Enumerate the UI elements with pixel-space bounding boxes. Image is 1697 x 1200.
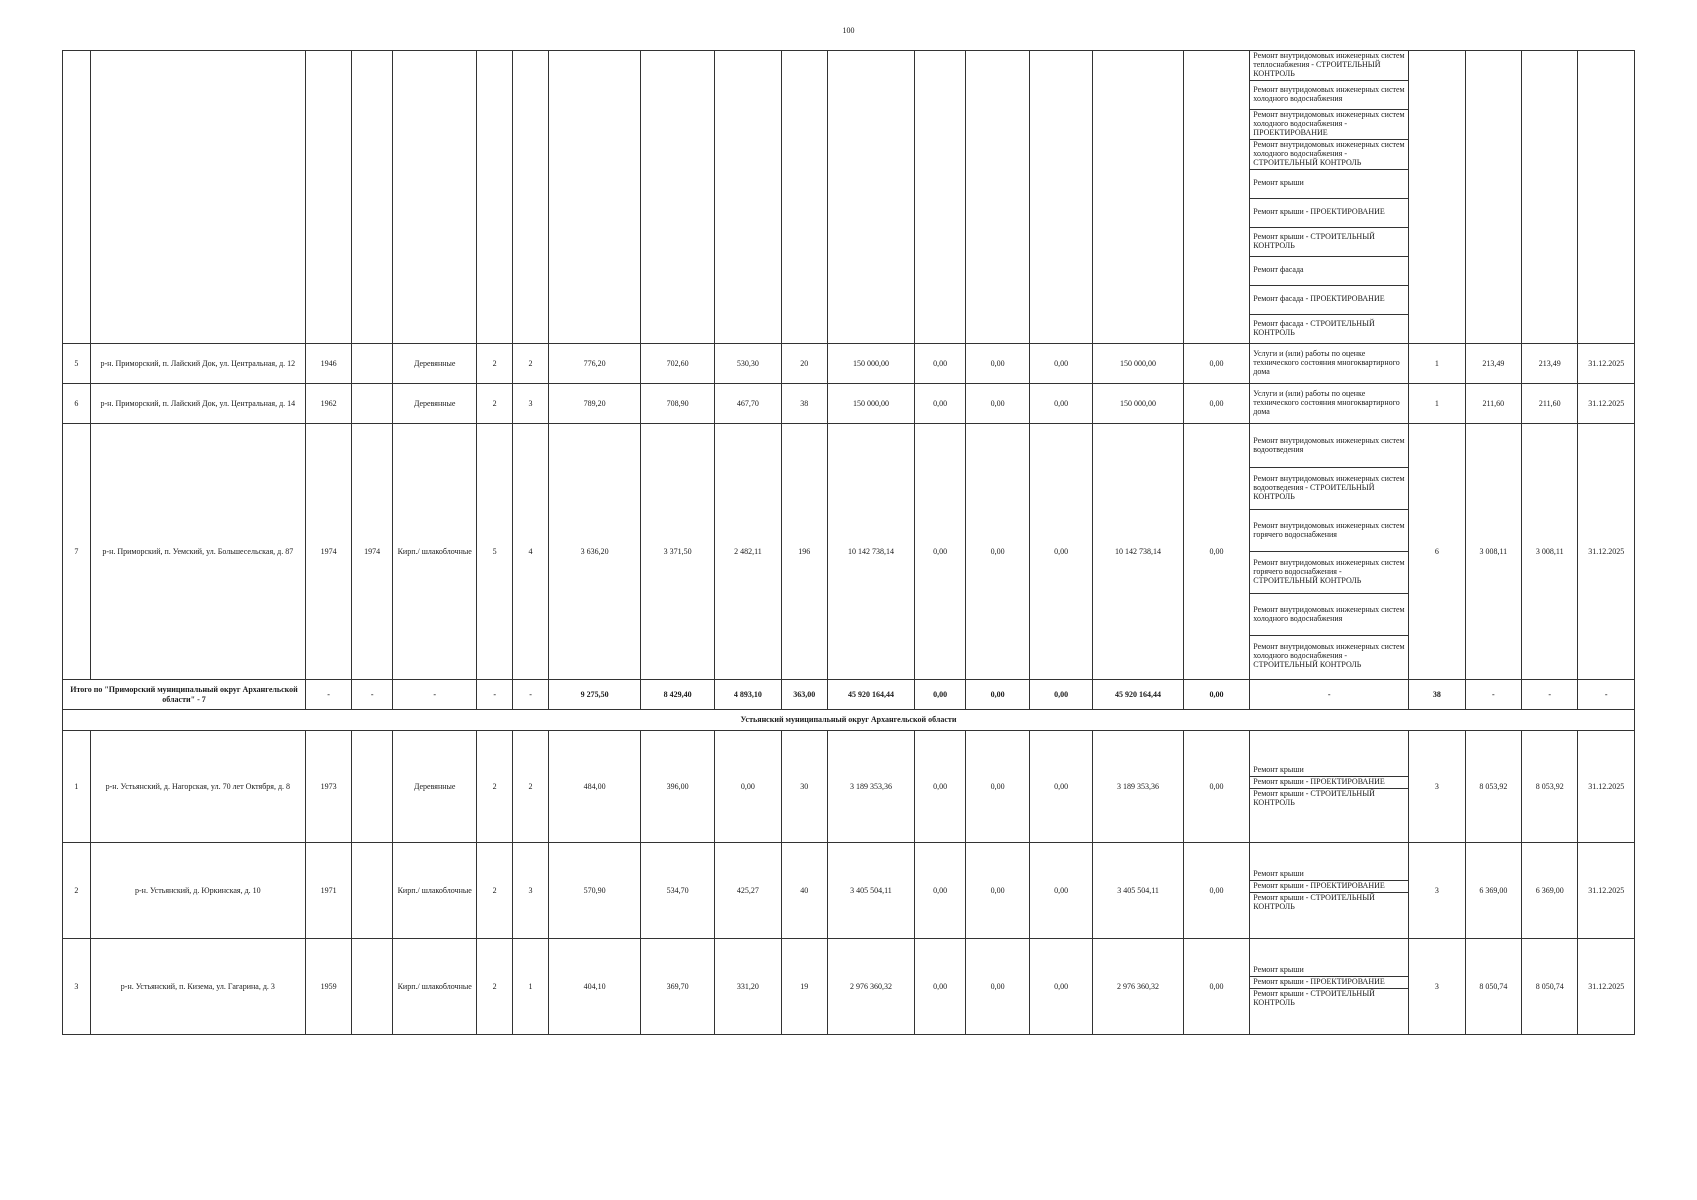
cell-max-cost: 8 053,92 <box>1522 731 1578 843</box>
cell-budget-region: 0,00 <box>966 843 1030 939</box>
cell-other: 0,00 <box>1183 731 1250 843</box>
cell-budget-local: 0,00 <box>1029 384 1093 424</box>
total-deadline: - <box>1578 680 1635 710</box>
cell-budget-region: 0,00 <box>966 384 1030 424</box>
cell-owners: 10 142 738,14 <box>1093 424 1183 680</box>
cell-floors: 2 <box>477 731 513 843</box>
work-item: Ремонт внутридомовых инженерных систем водоотведения - СТРОИТЕЛЬНЫЙ КОНТРОЛЬ <box>1250 468 1408 510</box>
cell-year-built: 1973 <box>306 731 352 843</box>
cell-units: 1 <box>1409 384 1465 424</box>
work-item: Ремонт фасада - СТРОИТЕЛЬНЫЙ КОНТРОЛЬ <box>1253 318 1375 337</box>
cell-walls: Кирп./ шлакоблочные <box>393 424 477 680</box>
address: р-н. Устьянский, д. Юркинская, д. 10 <box>90 843 305 939</box>
cell-area-total: 404,10 <box>548 939 640 1035</box>
cell-year-renov <box>352 384 393 424</box>
cell-residents <box>781 51 827 344</box>
cell-other: 0,00 <box>1183 424 1250 680</box>
row-number: 2 <box>63 843 91 939</box>
table-row <box>63 731 1635 843</box>
cell-floors: 2 <box>477 843 513 939</box>
cell-year-renov: 1974 <box>352 424 393 680</box>
work-item: Ремонт внутридомовых инженерных систем горячего водоснабжения - СТРОИТЕЛЬНЫЙ КОНТРОЛЬ <box>1250 552 1408 594</box>
work-item: Ремонт крыши - СТРОИТЕЛЬНЫЙ КОНТРОЛЬ <box>1253 988 1375 1007</box>
cell-area-total: 570,90 <box>548 843 640 939</box>
cell-cost-total: 150 000,00 <box>827 344 914 384</box>
work-item: Ремонт внутридомовых инженерных систем холодного водоснабжения - СТРОИТЕЛЬНЫЙ КОНТРОЛЬ <box>1250 139 1408 169</box>
cell-area-owned: 425,27 <box>715 843 782 939</box>
cell-units: 3 <box>1409 843 1465 939</box>
works-cell <box>1250 51 1409 344</box>
cell-other <box>1183 51 1250 344</box>
cell-units: 6 <box>1409 424 1465 680</box>
cell-budget-region: 0,00 <box>966 731 1030 843</box>
cell-fund: 0,00 <box>915 939 966 1035</box>
row-number <box>63 51 91 344</box>
cell-entrances: 2 <box>513 344 549 384</box>
cell-deadline <box>1578 51 1635 344</box>
cell-residents: 40 <box>781 843 827 939</box>
cell-fund <box>915 51 966 344</box>
cell-residents: 30 <box>781 731 827 843</box>
works-list <box>1250 765 1408 809</box>
work-item: Ремонт крыши - ПРОЕКТИРОВАНИЕ <box>1250 976 1408 988</box>
cell-unit-cost: 3 008,11 <box>1465 424 1521 680</box>
total-cost-total: 45 920 164,44 <box>827 680 914 710</box>
cell-area-owned <box>715 51 782 344</box>
work-item: Ремонт крыши - СТРОИТЕЛЬНЫЙ КОНТРОЛЬ <box>1250 227 1408 256</box>
cell-max-cost: 211,60 <box>1522 384 1578 424</box>
total-budget-local: 0,00 <box>1029 680 1093 710</box>
cell-entrances: 3 <box>513 843 549 939</box>
cell-walls: Деревянные <box>393 384 477 424</box>
cell-budget-local: 0,00 <box>1029 939 1093 1035</box>
total-max-cost: - <box>1522 680 1578 710</box>
work-item: Ремонт внутридомовых инженерных систем холодного водоснабжения - СТРОИТЕЛЬНЫЙ КОНТРОЛЬ <box>1253 642 1405 670</box>
work-item: Ремонт крыши <box>1250 965 1408 976</box>
works-cell <box>1250 384 1409 424</box>
cell-deadline: 31.12.2025 <box>1578 344 1635 384</box>
cell-floors: 2 <box>477 939 513 1035</box>
work-item: Ремонт внутридомовых инженерных систем холодного водоснабжения <box>1250 594 1408 636</box>
cell-entrances: 2 <box>513 731 549 843</box>
cell-units <box>1409 51 1465 344</box>
cell-area-owned: 530,30 <box>715 344 782 384</box>
cell-area-total: 776,20 <box>548 344 640 384</box>
cell-walls: Деревянные <box>393 344 477 384</box>
cell-floors: 2 <box>477 344 513 384</box>
cell-fund: 0,00 <box>915 843 966 939</box>
cell-owners <box>1093 51 1183 344</box>
total-other: 0,00 <box>1183 680 1250 710</box>
cell-fund: 0,00 <box>915 731 966 843</box>
cell-year-built: 1971 <box>306 843 352 939</box>
cell-residents: 20 <box>781 344 827 384</box>
cell-residents: 196 <box>781 424 827 680</box>
table-row <box>63 384 1635 424</box>
cell-area-living: 396,00 <box>641 731 715 843</box>
cell-max-cost: 8 050,74 <box>1522 939 1578 1035</box>
cell-other: 0,00 <box>1183 344 1250 384</box>
cell-owners: 150 000,00 <box>1093 344 1183 384</box>
cell-floors: 5 <box>477 424 513 680</box>
total-units: 38 <box>1409 680 1465 710</box>
cell-max-cost: 213,49 <box>1522 344 1578 384</box>
cell-max-cost: 6 369,00 <box>1522 843 1578 939</box>
works-cell <box>1250 424 1409 680</box>
cell-area-living <box>641 51 715 344</box>
cell-owners: 150 000,00 <box>1093 384 1183 424</box>
total-budget-region: 0,00 <box>966 680 1030 710</box>
cell-year-renov <box>352 939 393 1035</box>
cell-budget-region: 0,00 <box>966 939 1030 1035</box>
cell-year-built: 1974 <box>306 424 352 680</box>
cell-budget-local: 0,00 <box>1029 843 1093 939</box>
cell-entrances <box>513 51 549 344</box>
address: р-н. Приморский, п. Лайский Док, ул. Центральная, д. 14 <box>90 384 305 424</box>
cell-unit-cost: 8 053,92 <box>1465 731 1521 843</box>
cell-year-renov <box>352 51 393 344</box>
cell-cost-total: 150 000,00 <box>827 384 914 424</box>
cell-floors: 2 <box>477 384 513 424</box>
works-list <box>1250 426 1408 678</box>
work-item: Услуги и (или) работы по оценке технического состояния многоквартирного дома <box>1253 349 1400 377</box>
work-item: Ремонт внутридомовых инженерных систем холодного водоснабжения - ПРОЕКТИРОВАНИЕ <box>1250 109 1408 139</box>
total-floors: - <box>477 680 513 710</box>
address: р-н. Устьянский, д. Нагорская, ул. 70 лет Октября, д. 8 <box>90 731 305 843</box>
total-area-living: 8 429,40 <box>641 680 715 710</box>
work-item: Ремонт фасада <box>1250 256 1408 285</box>
work-item: Ремонт крыши - ПРОЕКТИРОВАНИЕ <box>1250 776 1408 788</box>
cell-cost-total: 3 405 504,11 <box>827 843 914 939</box>
cell-entrances: 3 <box>513 384 549 424</box>
cell-budget-local: 0,00 <box>1029 424 1093 680</box>
works-list <box>1250 349 1408 378</box>
work-item: Ремонт крыши - ПРОЕКТИРОВАНИЕ <box>1250 880 1408 892</box>
cell-budget-region: 0,00 <box>966 424 1030 680</box>
cell-area-total <box>548 51 640 344</box>
cell-area-owned: 0,00 <box>715 731 782 843</box>
work-item: Ремонт крыши - СТРОИТЕЛЬНЫЙ КОНТРОЛЬ <box>1253 892 1375 911</box>
cell-budget-local <box>1029 51 1093 344</box>
cell-deadline: 31.12.2025 <box>1578 384 1635 424</box>
row-number: 5 <box>63 344 91 384</box>
cell-area-owned: 2 482,11 <box>715 424 782 680</box>
work-item: Услуги и (или) работы по оценке технического состояния многоквартирного дома <box>1253 389 1400 417</box>
cell-entrances: 4 <box>513 424 549 680</box>
cell-area-living: 708,90 <box>641 384 715 424</box>
cell-other: 0,00 <box>1183 939 1250 1035</box>
row-number: 7 <box>63 424 91 680</box>
section-header-row <box>63 710 1635 731</box>
cell-floors <box>477 51 513 344</box>
cell-year-renov <box>352 344 393 384</box>
cell-fund: 0,00 <box>915 424 966 680</box>
works-list <box>1250 869 1408 913</box>
cell-residents: 19 <box>781 939 827 1035</box>
cell-cost-total: 2 976 360,32 <box>827 939 914 1035</box>
work-item: Ремонт фасада - ПРОЕКТИРОВАНИЕ <box>1250 285 1408 314</box>
cell-walls: Деревянные <box>393 731 477 843</box>
cell-unit-cost <box>1465 51 1521 344</box>
continuation-row <box>63 51 1635 344</box>
address: р-н. Приморский, п. Лайский Док, ул. Центральная, д. 12 <box>90 344 305 384</box>
address: р-н. Приморский, п. Уемский, ул. Большесельская, д. 87 <box>90 424 305 680</box>
cell-area-living: 702,60 <box>641 344 715 384</box>
repair-program-table <box>62 50 1635 1035</box>
cell-budget-local: 0,00 <box>1029 344 1093 384</box>
total-works: - <box>1250 680 1409 710</box>
work-item: Ремонт крыши - СТРОИТЕЛЬНЫЙ КОНТРОЛЬ <box>1253 788 1375 807</box>
cell-deadline: 31.12.2025 <box>1578 424 1635 680</box>
cell-units: 3 <box>1409 939 1465 1035</box>
works-cell <box>1250 843 1409 939</box>
cell-budget-region <box>966 51 1030 344</box>
total-year-built: - <box>306 680 352 710</box>
works-cell <box>1250 731 1409 843</box>
cell-deadline: 31.12.2025 <box>1578 731 1635 843</box>
section-title: Устьянский муниципальный округ Архангельской области <box>63 710 1635 731</box>
works-cell <box>1250 939 1409 1035</box>
total-walls: - <box>393 680 477 710</box>
work-item: Ремонт крыши <box>1250 169 1408 198</box>
address <box>90 51 305 344</box>
cell-deadline: 31.12.2025 <box>1578 843 1635 939</box>
work-item: Ремонт внутридомовых инженерных систем водоотведения <box>1250 426 1408 468</box>
work-item: Ремонт крыши <box>1250 869 1408 880</box>
cell-owners: 3 189 353,36 <box>1093 731 1183 843</box>
table-body <box>63 51 1635 1035</box>
cell-deadline: 31.12.2025 <box>1578 939 1635 1035</box>
total-unit-cost: - <box>1465 680 1521 710</box>
cell-fund: 0,00 <box>915 344 966 384</box>
table-row <box>63 843 1635 939</box>
address: р-н. Устьянский, п. Кизема, ул. Гагарина, д. 3 <box>90 939 305 1035</box>
cell-budget-local: 0,00 <box>1029 731 1093 843</box>
cell-year-built: 1959 <box>306 939 352 1035</box>
works-list <box>1250 965 1408 1009</box>
total-entrances: - <box>513 680 549 710</box>
page-number: 100 <box>842 26 855 35</box>
cell-unit-cost: 8 050,74 <box>1465 939 1521 1035</box>
cell-entrances: 1 <box>513 939 549 1035</box>
row-number: 6 <box>63 384 91 424</box>
cell-area-living: 3 371,50 <box>641 424 715 680</box>
cell-year-renov <box>352 731 393 843</box>
cell-year-renov <box>352 843 393 939</box>
cell-year-built: 1962 <box>306 384 352 424</box>
cell-area-living: 534,70 <box>641 843 715 939</box>
total-area-owned: 4 893,10 <box>715 680 782 710</box>
cell-walls: Кирп./ шлакоблочные <box>393 939 477 1035</box>
cell-area-owned: 467,70 <box>715 384 782 424</box>
work-item: Ремонт внутридомовых инженерных систем горячего водоснабжения <box>1250 510 1408 552</box>
work-item: Ремонт крыши <box>1250 765 1408 776</box>
cell-walls: Кирп./ шлакоблочные <box>393 843 477 939</box>
cell-max-cost <box>1522 51 1578 344</box>
work-item: Ремонт крыши - ПРОЕКТИРОВАНИЕ <box>1250 198 1408 227</box>
cell-area-total: 789,20 <box>548 384 640 424</box>
work-item: Ремонт внутридомовых инженерных систем теплоснабжения - СТРОИТЕЛЬНЫЙ КОНТРОЛЬ <box>1250 51 1408 80</box>
total-fund: 0,00 <box>915 680 966 710</box>
total-area-total: 9 275,50 <box>548 680 640 710</box>
cell-cost-total: 10 142 738,14 <box>827 424 914 680</box>
cell-year-built: 1946 <box>306 344 352 384</box>
cell-other: 0,00 <box>1183 843 1250 939</box>
cell-owners: 2 976 360,32 <box>1093 939 1183 1035</box>
cell-units: 3 <box>1409 731 1465 843</box>
total-owners: 45 920 164,44 <box>1093 680 1183 710</box>
cell-area-total: 3 636,20 <box>548 424 640 680</box>
table-row <box>63 424 1635 680</box>
cell-walls <box>393 51 477 344</box>
row-number: 1 <box>63 731 91 843</box>
cell-cost-total <box>827 51 914 344</box>
table-row <box>63 939 1635 1035</box>
cell-unit-cost: 213,49 <box>1465 344 1521 384</box>
work-item: Ремонт внутридомовых инженерных систем холодного водоснабжения <box>1250 80 1408 109</box>
cell-other: 0,00 <box>1183 384 1250 424</box>
cell-fund: 0,00 <box>915 384 966 424</box>
cell-area-total: 484,00 <box>548 731 640 843</box>
total-residents: 363,00 <box>781 680 827 710</box>
row-number: 3 <box>63 939 91 1035</box>
cell-unit-cost: 6 369,00 <box>1465 843 1521 939</box>
cell-year-built <box>306 51 352 344</box>
works-list <box>1250 51 1408 343</box>
cell-units: 1 <box>1409 344 1465 384</box>
works-cell <box>1250 344 1409 384</box>
table-row <box>63 344 1635 384</box>
cell-area-living: 369,70 <box>641 939 715 1035</box>
cell-max-cost: 3 008,11 <box>1522 424 1578 680</box>
cell-cost-total: 3 189 353,36 <box>827 731 914 843</box>
total-year-renov: - <box>352 680 393 710</box>
cell-owners: 3 405 504,11 <box>1093 843 1183 939</box>
cell-unit-cost: 211,60 <box>1465 384 1521 424</box>
cell-budget-region: 0,00 <box>966 344 1030 384</box>
total-label: Итого по "Приморский муниципальный округ Архангельской области" - 7 <box>63 680 306 710</box>
total-row <box>63 680 1635 710</box>
cell-area-owned: 331,20 <box>715 939 782 1035</box>
cell-residents: 38 <box>781 384 827 424</box>
works-list <box>1250 389 1408 418</box>
